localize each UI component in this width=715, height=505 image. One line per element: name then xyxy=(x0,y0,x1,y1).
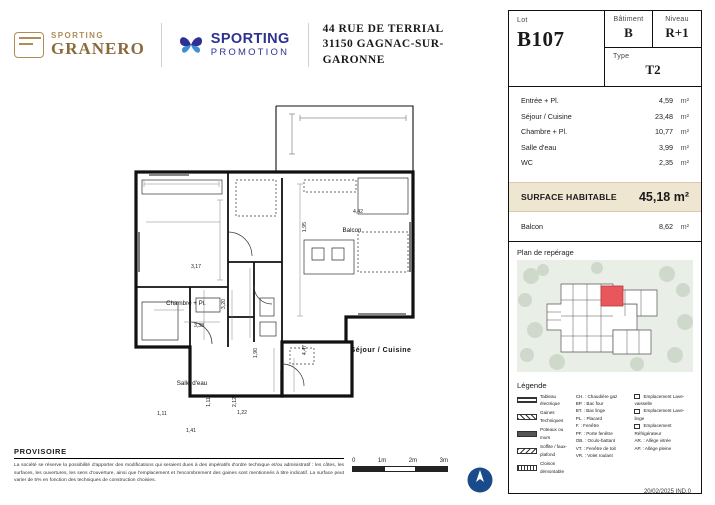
legal-notice xyxy=(14,447,344,485)
area-value: 2,35 xyxy=(659,158,673,167)
table-row xyxy=(521,96,689,105)
granero-logo-icon xyxy=(14,32,44,58)
list-item xyxy=(517,426,572,441)
list-item: AR. : Allège vitrée xyxy=(634,438,671,444)
hatch-soffit-icon xyxy=(517,448,537,454)
dimension-label: 1,11 xyxy=(157,411,167,417)
dimension-label: 4,47 xyxy=(302,344,308,356)
area-value: 10,77 xyxy=(655,127,673,136)
scale-label-1m: 1m xyxy=(377,458,387,464)
hatch-technical-icon xyxy=(517,414,537,420)
scale-label-3m: 3m xyxy=(439,458,448,464)
dimension-label: 4,42 xyxy=(352,209,364,215)
surface-habitable-label: SURFACE HABITABLE xyxy=(521,191,617,202)
north-compass-icon xyxy=(466,466,494,494)
legend-section xyxy=(509,376,701,483)
list-item xyxy=(517,393,572,408)
legend-title: Légende xyxy=(517,380,547,390)
lot-value: B107 xyxy=(517,27,565,51)
dimension-label: 3,38 xyxy=(193,323,205,329)
legend-label: Tableau électrique xyxy=(540,393,560,407)
area-unit: m² xyxy=(680,142,689,152)
area-value: 4,59 xyxy=(659,96,673,105)
floorplan-drawing xyxy=(14,86,494,436)
type-label: Type xyxy=(613,53,630,60)
dimension-label: 1,41 xyxy=(185,428,197,434)
legend-label: Cloison démontable xyxy=(540,461,565,474)
legend-column-appliances xyxy=(634,393,693,477)
area-name: Entrée + Pl. xyxy=(521,96,559,105)
area-name: Chambre + Pl. xyxy=(521,127,568,136)
annex-area-row xyxy=(509,212,701,241)
list-item: AP. : Allège pleine xyxy=(634,445,672,451)
revision-date: 20/02/2025 IND.0 xyxy=(643,489,691,495)
area-value: 3,99 xyxy=(659,142,673,152)
header-divider-2 xyxy=(308,23,309,67)
room-label-sejour-cuisine: Séjour / Cuisine xyxy=(350,347,412,354)
room-label-salle-deau: Salle d'eau xyxy=(176,380,208,387)
type-value: T2 xyxy=(645,62,661,77)
list-item: PF. : Porte fenêtre xyxy=(575,430,613,436)
legend-label: Poteaux ou murs xyxy=(540,427,564,440)
appliance-box-icon xyxy=(634,394,640,399)
list-item: VT. : Fenêtre de toit xyxy=(575,445,616,451)
promotion-logo-top: SPORTING xyxy=(210,31,290,48)
dimension-label: 1,90 xyxy=(253,347,259,359)
promotion-logo-bottom: PROMOTION xyxy=(210,46,290,58)
lot-block xyxy=(509,11,605,86)
dimension-label: 3,17 xyxy=(190,264,202,270)
annex-name: Balcon xyxy=(521,221,543,231)
legend-column-abbreviations xyxy=(576,393,631,477)
table-row xyxy=(521,143,689,152)
lot-header xyxy=(509,11,701,87)
butterfly-icon xyxy=(178,33,204,57)
type-block xyxy=(605,48,701,86)
table-row xyxy=(521,158,689,167)
legal-body: La société se réserve la possibilité d'apporter des modifications qui seraient dues à des impératifs d'ordre technique et/ou administratif : les côtes, les surfaces, les ouvertures, les sens d'ouverture, ainsi que l'emplacement et l'encombrement des gaines sont mentionnés à titre indicatif. La surface peut varier de 5% en fonction des techniques de construction choisies. xyxy=(14,463,344,484)
niveau-label: Niveau xyxy=(665,16,689,23)
list-item xyxy=(517,409,572,424)
surface-habitable-row xyxy=(509,182,701,212)
legend-label: Soffite / faux-plafond xyxy=(540,444,567,457)
scale-bar xyxy=(352,458,448,472)
dimension-label: 3,20 xyxy=(221,298,227,310)
list-item: BT. : Bac linge xyxy=(575,408,606,414)
room-label-chambre: Chambre + Pl. xyxy=(166,300,206,307)
legal-title: PROVISOIRE xyxy=(14,447,344,459)
appliance-box-icon xyxy=(634,409,640,414)
legend-label: Emplacement Lave-linge xyxy=(634,408,685,421)
annex-value: 8,62 xyxy=(659,221,673,231)
list-item: F. : Fenêtre xyxy=(575,423,599,429)
room-label-balcon: Balcon xyxy=(342,227,362,234)
location-plan-section xyxy=(509,242,701,376)
area-unit: m² xyxy=(680,158,689,167)
annex-unit: m² xyxy=(680,221,689,231)
header-divider-1 xyxy=(161,23,162,67)
granero-logo-top: SPORTING xyxy=(51,30,104,40)
surface-habitable-value: 45,18 m² xyxy=(638,189,689,204)
area-table xyxy=(509,87,701,180)
location-plan-svg xyxy=(517,260,693,372)
area-unit: m² xyxy=(680,127,689,136)
dimension-label: 2,12 xyxy=(232,396,238,408)
list-item xyxy=(517,460,572,475)
lot-label: Lot xyxy=(517,17,528,24)
project-address xyxy=(323,22,484,69)
list-item: BP. : Bac four xyxy=(575,401,604,407)
legend-label: Emplacement Réfrigérateur xyxy=(634,423,672,436)
list-item xyxy=(634,393,693,408)
dimension-label: 1,22 xyxy=(236,410,248,416)
area-name: Salle d'eau xyxy=(521,142,557,152)
list-item xyxy=(634,407,693,422)
list-item: PL. : Placard xyxy=(575,415,603,421)
hatch-bearing-wall-icon xyxy=(517,431,537,437)
list-item: CH. : Chaudière gaz xyxy=(575,393,618,399)
scale-label-0: 0 xyxy=(352,458,356,464)
hatch-electric-icon xyxy=(517,397,537,403)
legend-column-hatches xyxy=(517,393,572,477)
area-name: Séjour / Cuisine xyxy=(521,111,572,121)
dimension-label: 1,11 xyxy=(206,397,212,407)
location-plan-title: Plan de repérage xyxy=(517,247,574,257)
area-name: WC xyxy=(521,158,533,167)
niveau-value: R+1 xyxy=(665,25,689,40)
list-item xyxy=(517,443,572,458)
area-unit: m² xyxy=(680,111,689,121)
batiment-value: B xyxy=(624,25,633,40)
legend-label: Gaines Techniques xyxy=(540,410,564,423)
hatch-partition-icon xyxy=(517,465,537,471)
list-item: VR. : Volet roulant xyxy=(575,453,613,459)
address-line-2: 31150 GAGNAC-SUR-GARONNE xyxy=(322,38,444,66)
batiment-label: Bâtiment xyxy=(613,16,644,23)
appliance-box-icon xyxy=(634,424,640,429)
legend-label: Emplacement Lave-vaisselle xyxy=(634,393,685,407)
area-unit: m² xyxy=(680,96,689,105)
table-row xyxy=(521,127,689,136)
scale-label-2m: 2m xyxy=(408,458,418,464)
batiment-block xyxy=(605,11,653,47)
sporting-granero-logo xyxy=(14,32,145,58)
table-row xyxy=(521,112,689,121)
granero-logo-bottom: GRANERO xyxy=(51,39,145,59)
dimension-label: 1,95 xyxy=(302,221,308,233)
document-header xyxy=(14,14,484,76)
list-item: OB. : Oculo-battant xyxy=(575,438,616,444)
list-item xyxy=(634,422,693,437)
address-line-1: 44 RUE DE TERRIAL xyxy=(322,22,444,35)
floorplan-svg xyxy=(14,86,494,436)
area-value: 23,48 xyxy=(655,111,673,121)
highlighted-lot xyxy=(601,286,623,306)
sporting-promotion-logo xyxy=(178,32,290,57)
location-plan-map xyxy=(517,260,693,372)
lot-info-panel xyxy=(508,10,702,494)
niveau-block xyxy=(653,11,701,47)
